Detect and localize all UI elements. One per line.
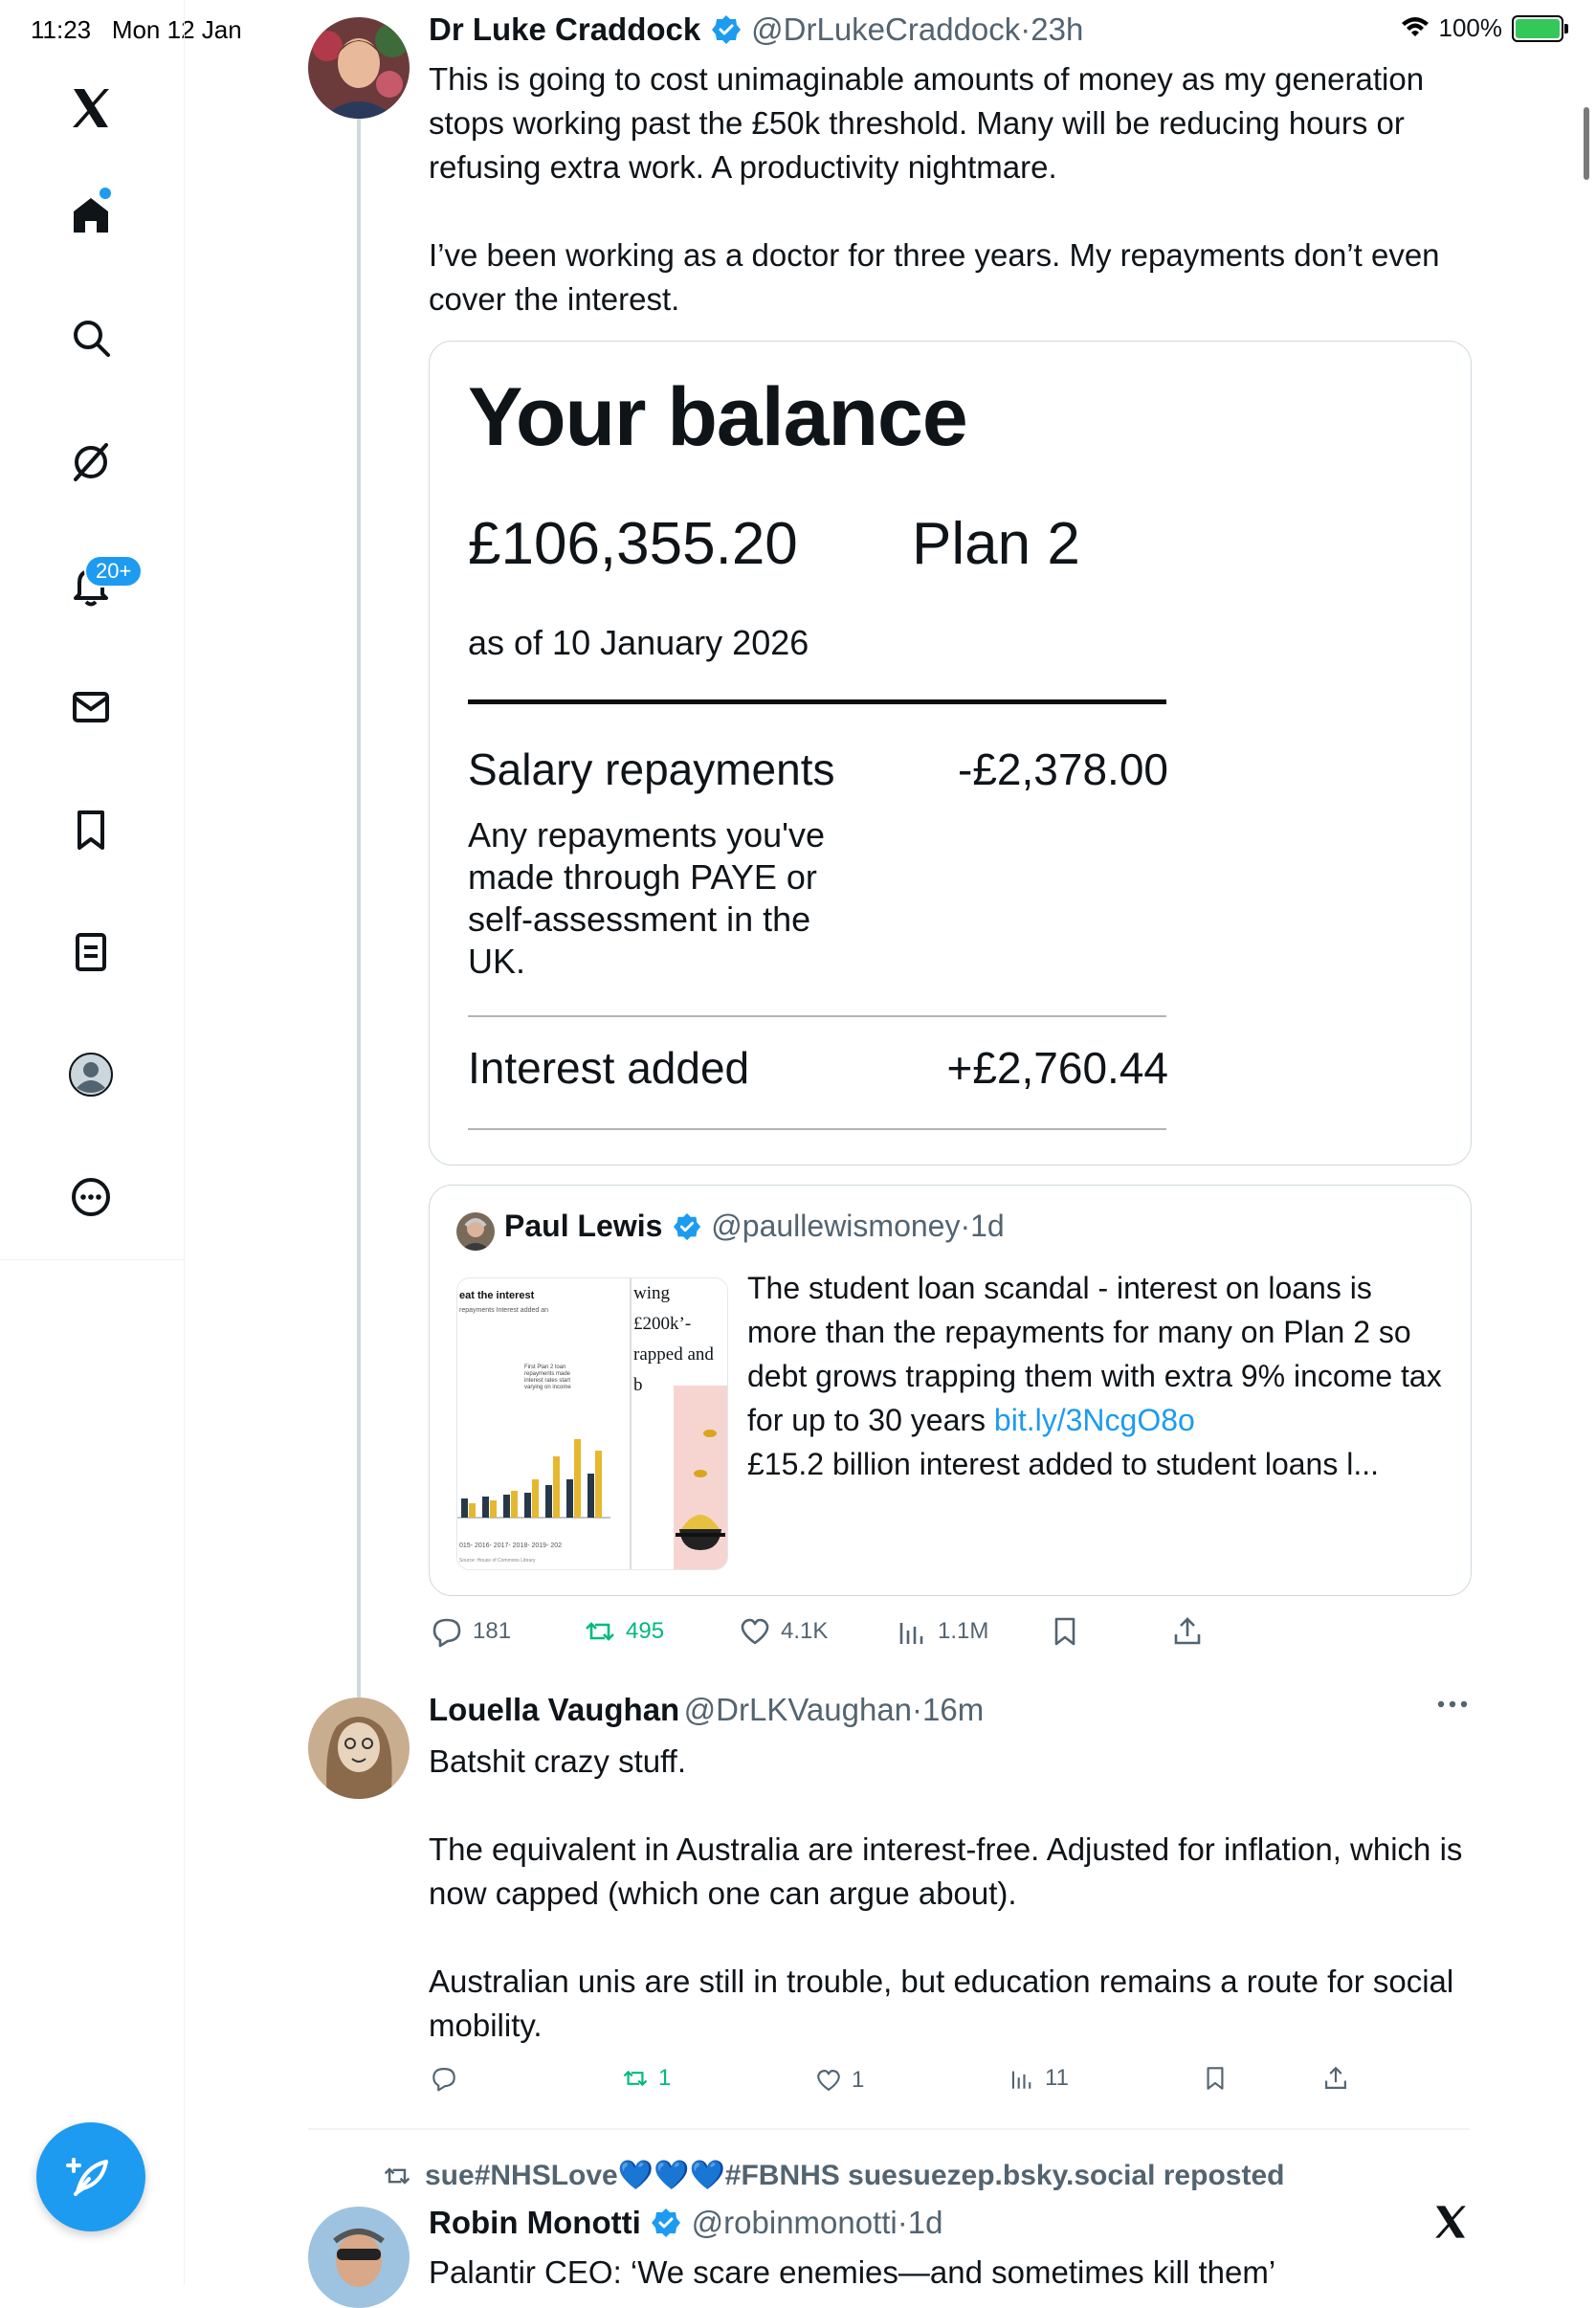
sidebar-item-lists[interactable] [63,924,119,980]
share-icon [1322,2065,1349,2092]
balance-divider-thick [468,699,1166,704]
reply-author-name[interactable]: Louella Vaughan [429,1692,680,1727]
share-button[interactable] [1171,1615,1204,1648]
heart-icon [815,2067,842,2094]
reply-text: Batshit crazy stuff. The equivalent in Australia are interest-free. Adjusted for inflation, which is now capped (which one can argue about). Australian unis are still in trouble, but education remains a route for social mobility. [429,1743,1463,2043]
repost-button[interactable] [584,1615,664,1648]
status-date: Mon 12 Jan [111,15,242,44]
repost-icon [622,2065,649,2092]
battery-fill [1516,19,1560,38]
profile-avatar-icon [68,1052,114,1098]
bookmark-icon [68,807,114,853]
thumbnail-chart-title: eat the interest [459,1290,535,1301]
sidebar-item-grok[interactable] [63,434,119,490]
thumbnail-illustration [674,1386,727,1569]
reply-reply-button[interactable] [431,2065,467,2092]
thumbnail-source: Source: House of Commons Library [459,1558,536,1564]
balance-date: as of 10 January 2026 [468,623,809,662]
reply-author-handle[interactable]: @DrLKVaughan [683,1692,913,1727]
notifications-badge: 20+ [84,555,143,588]
next-header [429,2205,943,2241]
quote-verified-badge-icon [673,1212,701,1241]
salary-repayments-value: -£2,378.00 [958,744,1168,794]
views-count: 1.1M [938,1618,989,1644]
verified-badge-icon [711,14,742,45]
salary-repayments-desc: Any repayments you've made through PAYE or self-assessment in the UK. [468,815,826,981]
mail-icon [68,684,114,730]
views-chart-icon [1009,2065,1035,2092]
like-button[interactable] [739,1615,828,1648]
balance-divider [468,1015,1166,1017]
balance-title: Your balance [468,371,967,463]
author-avatar[interactable] [308,17,410,119]
sidebar-item-profile[interactable] [63,1047,119,1102]
sidebar-item-search[interactable] [63,310,119,366]
author-handle[interactable]: @DrLukeCraddock [751,11,1021,47]
x-logo-icon[interactable] [63,80,119,136]
thumbnail-article-panel [632,1278,727,1569]
repost-count: 495 [626,1618,665,1644]
bookmark-outline-icon [1049,1615,1081,1648]
sidebar-item-messages[interactable] [63,679,119,735]
home-icon [68,192,114,238]
reply-header [429,1692,984,1728]
sidebar-item-more[interactable] [63,1169,119,1225]
author-name[interactable]: Dr Luke Craddock [429,11,701,47]
reply-views-count: 11 [1045,2065,1069,2091]
coins-illustration [674,1386,727,1569]
repost-context[interactable] [381,2159,1284,2192]
quote-text-body: The student loan scandal - interest on loans is more than the repayments for many on Plan 2 so debt grows trapping them with extra 9% income tax for up to 30 years [747,1271,1442,1437]
reply-views-button[interactable] [1009,2065,1069,2092]
next-author-avatar[interactable] [308,2207,410,2308]
quoted-tweet[interactable] [429,1185,1472,1596]
quote-link[interactable]: bit.ly/3NcgO8o [993,1403,1195,1437]
balance-divider-bottom [468,1128,1166,1130]
status-indicators [1401,13,1564,43]
share-icon [1171,1615,1204,1648]
grok-icon [68,439,114,485]
next-verified-badge-icon [651,2208,681,2238]
list-icon [68,929,114,975]
next-avatar-photo [308,2207,410,2308]
views-chart-icon [896,1615,928,1648]
quote-dot: · [960,1209,971,1243]
interest-added-label: Interest added [468,1043,750,1093]
tweet-header [429,11,1083,48]
quote-time: 1d [970,1209,1005,1243]
more-circle-icon [68,1174,114,1220]
reply-bookmark-button[interactable] [1202,2065,1229,2092]
reply-author-avatar[interactable] [308,1698,410,1799]
reply-more-button[interactable] [1435,1698,1470,1715]
reply-repost-button[interactable] [622,2065,671,2092]
tweet-divider [308,2128,1470,2130]
reply-icon [431,2065,457,2092]
more-horizontal-icon [1435,1698,1470,1710]
search-icon [68,315,114,361]
interest-added-value: +£2,760.44 [946,1043,1168,1093]
reply-time[interactable]: 16m [922,1692,985,1727]
battery-percent: 100% [1438,13,1502,42]
thumbnail-bars [457,1317,630,1537]
thread-connector [357,119,361,1707]
quote-author-name: Paul Lewis [504,1209,663,1243]
thumbnail-legend: repayments Interest added an [459,1307,549,1314]
balance-amount: £106,355.20 [468,511,798,577]
like-count: 4.1K [781,1618,829,1644]
thumbnail-chart-panel [457,1278,632,1569]
next-text: Palantir CEO: ‘We scare enemies—and sometimes kill them’ [429,2254,1276,2290]
compose-post-button[interactable] [36,2122,145,2231]
salary-repayments-label: Salary repayments [468,744,835,794]
next-dot: · [897,2205,908,2240]
reply-dot: · [912,1692,923,1727]
status-clock: 11:23 [31,15,92,44]
next-time[interactable]: 1d [907,2205,943,2240]
bookmark-button[interactable] [1049,1615,1081,1648]
thumbnail-note: First Plan 2 loan repayments made interest rates start varying on income [524,1365,571,1390]
reply-icon [431,1615,463,1648]
quote-text [747,1266,1446,1486]
quote-author-handle: @paullewismoney [711,1209,961,1243]
battery-icon [1512,15,1563,42]
quote-author-avatar [456,1212,495,1251]
reply-like-count: 1 [852,2067,865,2093]
tweet-time[interactable]: 23h [1031,11,1084,47]
quote-text-body2: £15.2 billion interest added to student loans l... [747,1447,1379,1481]
balance-plan: Plan 2 [912,511,1080,577]
heart-icon [739,1615,771,1648]
next-x-logo-icon [1431,2203,1470,2246]
reply-share-button[interactable] [1322,2065,1349,2092]
sidebar-divider [0,1259,184,1260]
thumbnail-headline: wing £200k’- rapped and b [633,1283,714,1395]
dot-separator: · [1020,11,1031,47]
home-unread-dot [100,188,111,199]
quote-header [504,1209,1005,1244]
sidebar-item-bookmarks[interactable] [63,802,119,857]
quote-thumbnail [456,1277,728,1570]
scrollbar-thumb[interactable] [1584,107,1589,180]
tweet-image[interactable] [429,341,1472,1165]
reply-repost-count: 1 [658,2065,672,2091]
bookmark-outline-icon [1202,2065,1229,2092]
next-author-handle[interactable]: @robinmonotti [691,2205,898,2240]
repost-icon [584,1615,616,1648]
repost-context-text: sue#NHSLove💙💙💙#FBNHS suesuezep.bsky.social reposted [425,2160,1285,2191]
reply-avatar-drawing [308,1698,410,1799]
tweet-text: This is going to cost unimaginable amounts of money as my generation stops working past the £50k threshold. Many will be reducing hours or refusing extra work. A productivity nightmare. I’ve been working as a doctor for three years. My repayments don’t even cover the interest. [429,61,1440,317]
reply-count: 181 [473,1618,512,1644]
reply-like-button[interactable] [815,2067,864,2094]
next-author-name[interactable]: Robin Monotti [429,2205,641,2240]
wifi-icon [1401,17,1430,40]
views-button[interactable] [896,1615,988,1648]
quote-avatar-photo [456,1212,495,1251]
reply-button[interactable] [431,1615,511,1648]
repost-small-icon [381,2162,413,2190]
feather-plus-icon [64,2150,118,2204]
battery-tip [1564,24,1568,33]
thumbnail-years: 015- 2016- 2017- 2018- 2019- 202 [459,1542,563,1549]
avatar-photo [308,17,410,119]
